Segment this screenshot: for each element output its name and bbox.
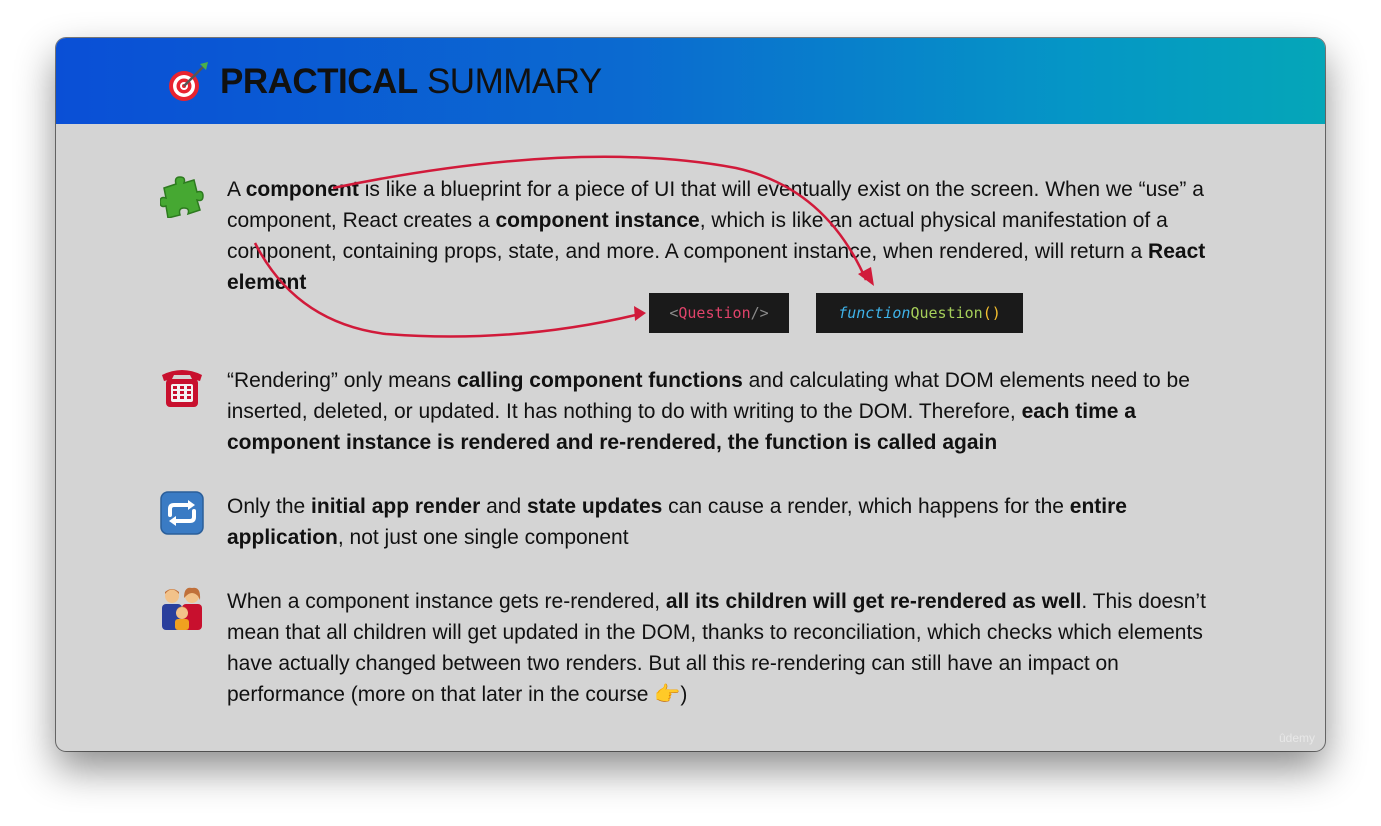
seg-1-3: each time a component instance is rendered and re-rendered, the function is called again (227, 400, 1136, 454)
point-text (227, 491, 1227, 553)
seg-1-2: and calculating what DOM elements need to be inserted, deleted, or updated. It has nothing to do with writing to the DOM. Therefore, (227, 369, 1190, 423)
seg-2-2: and (480, 495, 527, 518)
telephone-icon (160, 365, 204, 409)
seg-3-0: When a component instance gets re-rendered, (227, 590, 666, 613)
seg-2-1: initial app render (311, 495, 481, 518)
seg-1-0: “Rendering” only means (227, 369, 457, 392)
seg-0-0: A (227, 178, 246, 201)
seg-2-0: Only the (227, 495, 312, 518)
seg-2-5: entire application (227, 495, 1127, 549)
fn-parens: () (982, 304, 1001, 322)
puzzle-icon (160, 174, 204, 218)
point-text (227, 365, 1227, 458)
seg-2-6: , not just one single component (337, 526, 629, 549)
family-icon (160, 586, 204, 630)
seg-2-3: state updates (526, 495, 663, 518)
seg-0-4: , which is like an actual physical manifestation of a component, containing props, state, and more. A component instance, when rendered, will return a (227, 209, 1168, 263)
repeat-icon (160, 491, 204, 535)
seg-2-4: can cause a render, which happens for the (662, 495, 1070, 518)
seg-0-1: component (245, 178, 359, 201)
seg-0-5: React element (227, 240, 1206, 294)
jsx-code-snippet (649, 293, 789, 333)
jsx-close: /> (750, 304, 769, 322)
page-title (166, 60, 602, 104)
target-icon (166, 60, 210, 104)
seg-1-1: calling component functions (456, 369, 743, 392)
fn-keyword: function (838, 304, 911, 322)
jsx-name: Question (678, 304, 751, 322)
arrowhead-jsx (634, 306, 646, 321)
point-text (227, 174, 1227, 298)
udemy-watermark: ûdemy (1278, 731, 1315, 745)
seg-0-3: component instance (495, 209, 700, 232)
slide-window (56, 38, 1325, 751)
jsx-open: < (669, 304, 679, 322)
title-light: SUMMARY (426, 62, 602, 101)
seg-3-1: all its children will get re-rendered as well (665, 590, 1082, 613)
point-text (227, 586, 1227, 710)
title-bold: PRACTICAL (220, 62, 418, 101)
fn-name: Question (910, 304, 983, 322)
seg-0-2: is like a blueprint for a piece of UI that will eventually exist on the screen. When we “use” a component, React creates a (227, 178, 1204, 232)
function-code-snippet (816, 293, 1023, 333)
slide-header (56, 38, 1325, 124)
seg-3-2: . This doesn’t mean that all children will get updated in the DOM, thanks to reconciliation, which checks which elements have actually changed between two renders. But all this re-rendering can still have an impact on performance (more on that later in the course 👉) (227, 590, 1206, 706)
